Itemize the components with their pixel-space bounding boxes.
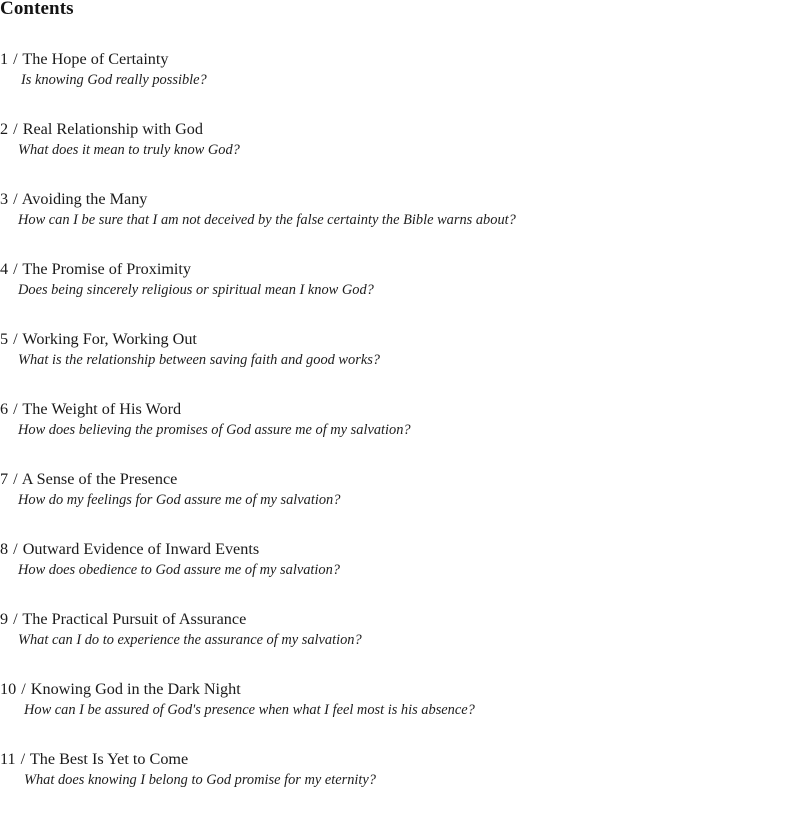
chapter-title: A Sense of the Presence: [21, 470, 178, 488]
chapter-number-separator: /: [13, 120, 18, 138]
chapter-heading-line[interactable]: [0, 190, 147, 208]
chapter-number: 10: [0, 680, 17, 698]
toc-entry[interactable]: [0, 400, 800, 470]
chapter-number-separator: /: [13, 540, 18, 558]
chapter-number: 3: [0, 190, 9, 208]
chapter-heading-line[interactable]: [0, 50, 169, 68]
chapter-number-separator: /: [13, 260, 18, 278]
chapter-number: 11: [0, 750, 16, 768]
chapter-title: The Promise of Proximity: [22, 260, 192, 278]
chapter-subtitle: What does knowing I belong to God promise for my eternity?: [24, 772, 376, 788]
chapter-title: Avoiding the Many: [21, 190, 148, 208]
chapter-subtitle: How can I be sure that I am not deceived by the false certainty the Bible warns about?: [18, 212, 516, 228]
toc-entry[interactable]: [0, 190, 800, 260]
chapter-number-separator: /: [13, 470, 18, 488]
chapter-title: The Practical Pursuit of Assurance: [22, 610, 247, 628]
chapter-title: The Hope of Certainty: [22, 50, 169, 68]
toc-entry[interactable]: [0, 120, 800, 190]
toc-entry[interactable]: [0, 680, 800, 750]
chapter-subtitle: Does being sincerely religious or spiritual mean I know God?: [18, 282, 374, 298]
chapter-heading-line[interactable]: [0, 400, 181, 418]
toc-entry[interactable]: [0, 540, 800, 610]
toc-entry[interactable]: [0, 750, 800, 820]
page-title: Contents: [0, 0, 74, 19]
toc-entry[interactable]: [0, 470, 800, 540]
chapter-title: The Best Is Yet to Come: [29, 750, 189, 768]
toc-entry[interactable]: [0, 330, 800, 400]
chapter-number-separator: /: [13, 400, 18, 418]
chapter-subtitle: How does believing the promises of God assure me of my salvation?: [18, 422, 411, 438]
chapter-number: 5: [0, 330, 9, 348]
chapter-subtitle: Is knowing God really possible?: [21, 72, 207, 88]
chapter-title: Knowing God in the Dark Night: [30, 680, 241, 698]
chapter-number-separator: /: [13, 330, 18, 348]
chapter-number-separator: /: [20, 750, 26, 768]
chapter-subtitle: How does obedience to God assure me of my salvation?: [18, 562, 341, 578]
chapter-subtitle: How can I be assured of God's presence when what I feel most is his absence?: [24, 702, 475, 718]
chapter-number-separator: /: [21, 680, 26, 698]
chapter-number-separator: /: [13, 50, 18, 68]
table-of-contents-list: [0, 50, 800, 820]
chapter-number: 7: [0, 470, 9, 488]
chapter-number-separator: /: [13, 190, 18, 208]
chapter-title: Real Relationship with God: [22, 120, 203, 138]
chapter-heading-line[interactable]: [0, 330, 197, 348]
chapter-title: Working For, Working Out: [22, 330, 197, 348]
chapter-number: 6: [0, 400, 9, 418]
chapter-heading-line[interactable]: [0, 540, 259, 558]
chapter-number-separator: /: [13, 610, 18, 628]
toc-entry[interactable]: [0, 610, 800, 680]
chapter-heading-line[interactable]: [0, 470, 177, 488]
chapter-subtitle: How do my feelings for God assure me of my salvation?: [18, 492, 341, 508]
chapter-title: The Weight of His Word: [22, 400, 182, 418]
chapter-number: 4: [0, 260, 9, 278]
toc-entry[interactable]: [0, 260, 800, 330]
chapter-heading-line[interactable]: [0, 120, 203, 138]
chapter-heading-line[interactable]: [0, 680, 241, 698]
chapter-heading-line[interactable]: [0, 260, 191, 278]
chapter-heading-line[interactable]: [0, 750, 188, 768]
chapter-number: 1: [0, 50, 9, 68]
chapter-number: 2: [0, 120, 9, 138]
toc-entry[interactable]: [0, 50, 800, 120]
chapter-number: 9: [0, 610, 9, 628]
chapter-subtitle: What can I do to experience the assurance of my salvation?: [18, 632, 362, 648]
chapter-heading-line[interactable]: [0, 610, 246, 628]
chapter-subtitle: What does it mean to truly know God?: [18, 142, 240, 158]
chapter-number: 8: [0, 540, 9, 558]
chapter-subtitle: What is the relationship between saving faith and good works?: [18, 352, 381, 368]
chapter-title: Outward Evidence of Inward Events: [22, 540, 260, 558]
